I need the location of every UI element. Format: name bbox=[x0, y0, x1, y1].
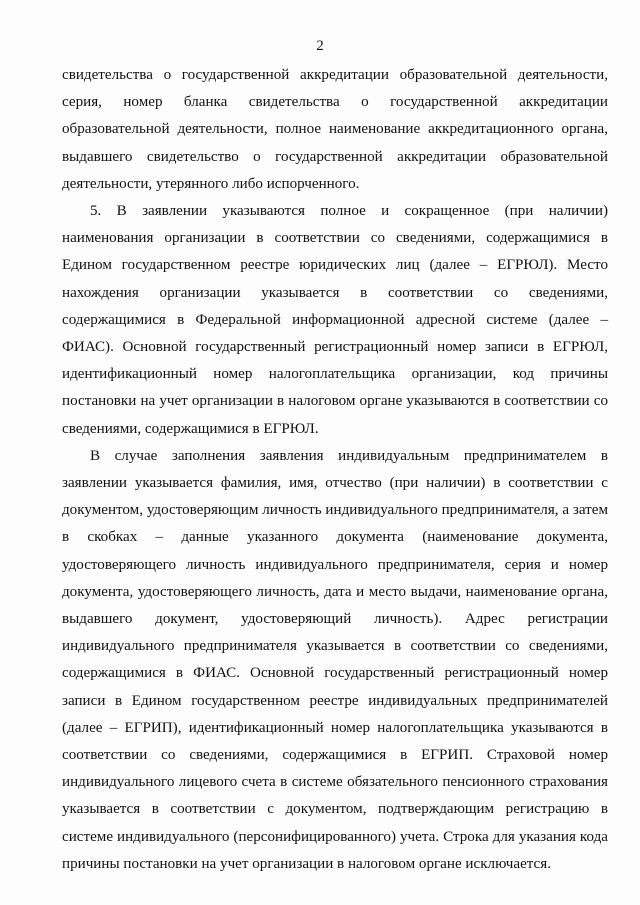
document-body bbox=[62, 62, 608, 878]
paragraph-continuation: свидетельства о государственной аккредитации образовательной деятельности, серия, номер бланка свидетельства о государственной аккредитации образовательной деятельности, полное наименование аккредитационного органа, выдавшего свидетельство о государственной аккредитации образовательной деятельности, утерянного либо испорченного. bbox=[62, 67, 608, 192]
paragraph-individual-entrepreneur: В случае заполнения заявления индивидуальным предпринимателем в заявлении указывается фамилия, имя, отчество (при наличии) в соответствии с документом, удостоверяющим личность индивидуального предпринимателя, а затем в скобках – данные указанного документа (наименование документа, удостоверяющего личность индивидуального предпринимателя, серия и номер документа, удостоверяющего личность, дата и место выдачи, наименование органа, выдавшего документ, удостоверяющий личность). Адрес регистрации индивидуального предпринимателя указывается в соответствии со сведениями, содержащимися в ФИАС. Основной государственный регистрационный номер записи в Едином государственном реестре индивидуальных предпринимателей (далее – ЕГРИП), идентификационный номер налогоплательщика указываются в соответствии со сведениями, содержащимися в ЕГРИП. Страховой номер индивидуального лицевого счета в системе обязательного пенсионного страхования указывается в соответствии с документом, подтверждающим регистрацию в системе индивидуального (персонифицированного) учета. Строка для указания кода причины постановки на учет организации в налоговом органе исключается. bbox=[62, 447, 608, 872]
paragraph-item-5: 5. В заявлении указываются полное и сокращенное (при наличии) наименования организации в соответствии со сведениями, содержащимися в Едином государственном реестре юридических лиц (далее – ЕГРЮЛ). Место нахождения организации указывается в соответствии со сведениями, содержащимися в Федеральной информационной адресной системе (далее – ФИАС). Основной государственный регистрационный номер записи в ЕГРЮЛ, идентификационный номер налогоплательщика организации, код причины постановки на учет организации в налоговом органе указываются в соответствии со сведениями, содержащимися в ЕГРЮЛ. bbox=[62, 203, 608, 437]
page-number: 2 bbox=[316, 38, 324, 54]
